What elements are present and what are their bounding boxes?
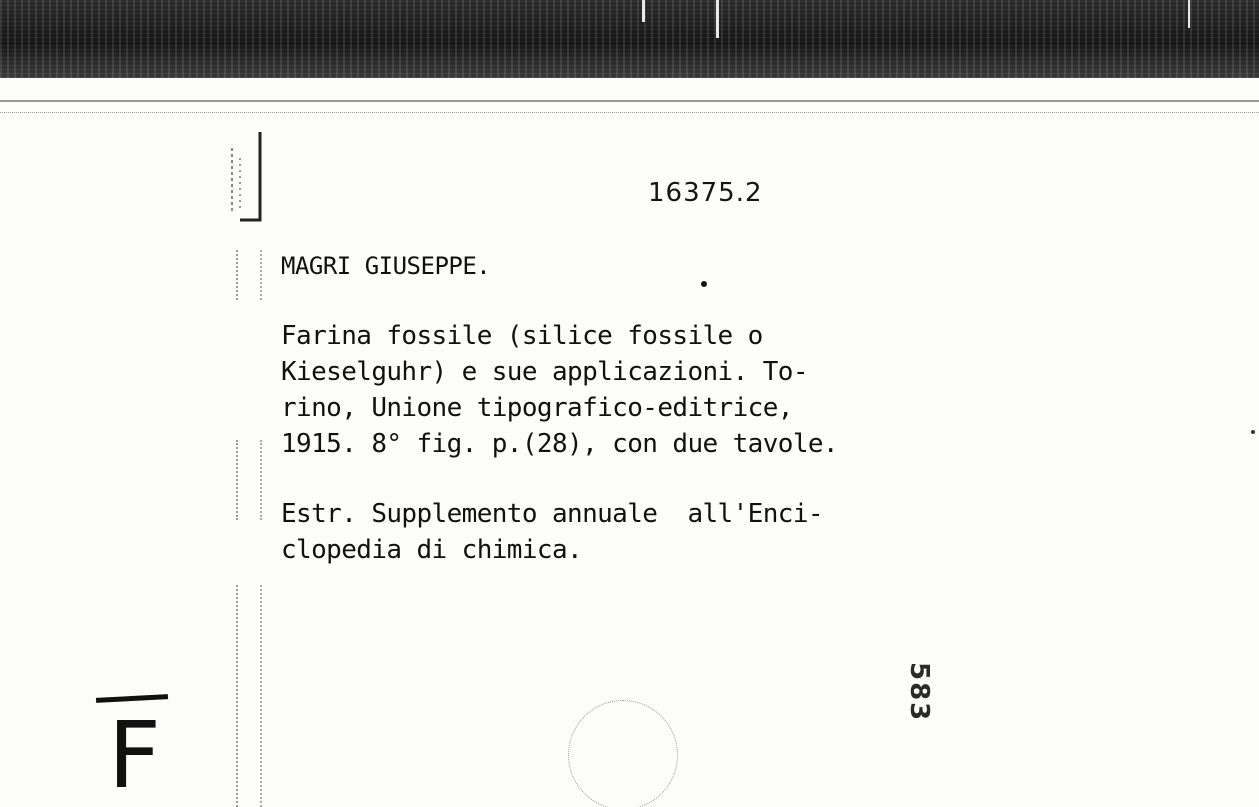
author-heading: MAGRI GIUSEPPE. [281,252,491,280]
binding-bracket-mark [226,128,266,224]
faint-circle-mark [568,700,678,807]
bibliographic-description [281,318,981,462]
description-line: rino, Unione tipografico-editrice, [281,393,793,423]
scan-streak [716,0,719,38]
description-line: Kieselguhr) e sue applicazioni. To- [281,357,808,387]
binding-mark [236,585,262,807]
ink-dot [1251,430,1255,434]
description-line: Farina fossile (silice fossile o [281,321,763,351]
scan-streak [1188,0,1190,28]
margin-letter: F [108,702,161,807]
note-line: clopedia di chimica. [281,535,583,565]
binding-mark [236,440,262,520]
card-top-edge-shadow [0,112,1259,113]
card-top-edge [0,100,1259,102]
rotated-stamp-number [884,650,944,723]
extract-note [281,496,981,568]
ink-dot [701,281,707,287]
stamp-number: 583 [904,662,934,723]
scanner-edge-band [0,0,1259,78]
scan-streak [642,0,645,22]
description-line: 1915. 8° fig. p.(28), con due tavole. [281,429,838,459]
binding-mark [236,250,262,300]
call-number: 16375.2 [648,178,763,208]
note-line: Estr. Supplemento annuale all'Enci- [281,499,823,529]
